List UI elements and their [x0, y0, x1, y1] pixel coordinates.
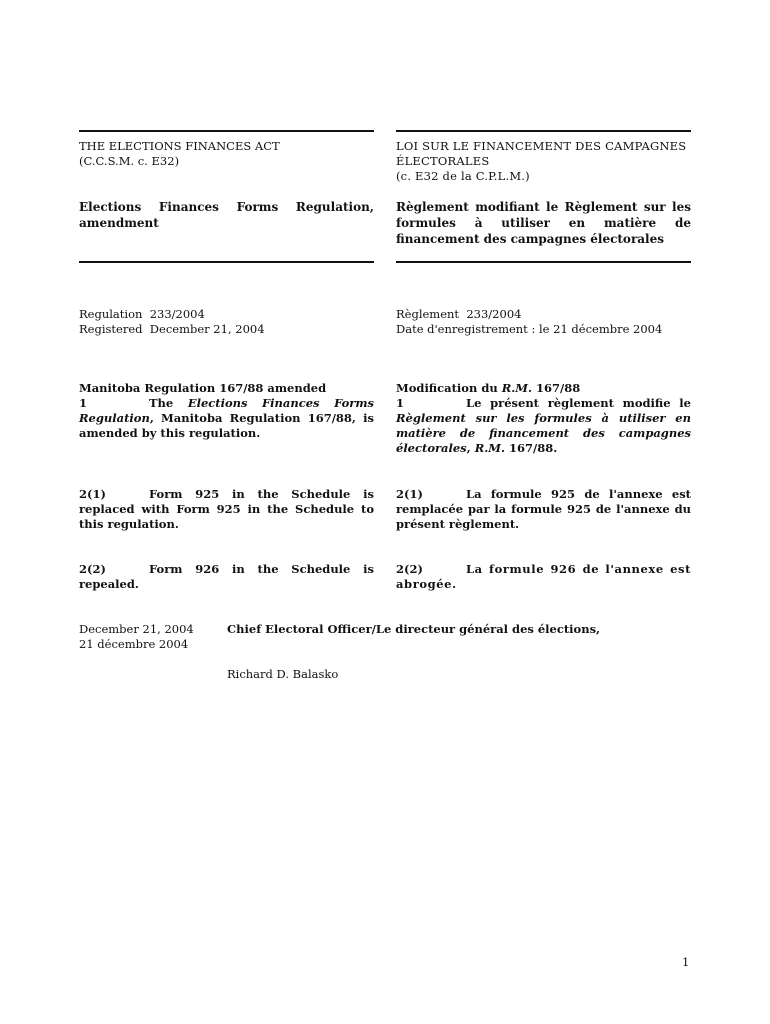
regulation-title-en-line2: amendment	[79, 216, 159, 230]
section-2-2-number-en: 2(2)	[79, 562, 106, 576]
section-1-heading-fr-post: 167/88	[532, 381, 581, 395]
section-2-1-number-en: 2(1)	[79, 487, 106, 501]
section-2-2-text-fr: La formule 926 de l'annexe est abrogée.	[396, 562, 691, 591]
signatory-title: Chief Electoral Officer/Le directeur général des élections,	[227, 622, 601, 636]
top-rule-right	[396, 130, 691, 132]
title-rule-left	[79, 261, 374, 263]
signature-dates	[79, 622, 219, 652]
section-1-heading-fr-italic: R.M.	[501, 381, 533, 395]
section-2-1-text-en: Form 925 in the Schedule is replaced with Form 925 in the Schedule to this regulation.	[79, 487, 374, 531]
registration-fr	[396, 307, 691, 337]
section-2-2-en	[79, 562, 374, 592]
section-2-2-text-en: Form 926 in the Schedule is repealed.	[79, 562, 374, 591]
act-title-fr-line2: ÉLECTORALES	[396, 154, 490, 168]
section-1-text-fr-end: 167/88.	[504, 441, 558, 455]
section-2-1-fr	[396, 487, 691, 532]
act-title-en: THE ELECTIONS FINANCES ACT	[79, 139, 280, 153]
title-rule-right	[396, 261, 691, 263]
section-1-text-fr-post: ,	[466, 441, 475, 455]
act-citation-en: (C.C.S.M. c. E32)	[79, 154, 180, 168]
regulation-title-fr: Règlement modifiant le Règlement sur les formules à utiliser en matière de financement des campagnes électorales	[396, 200, 691, 246]
section-2-1-en	[79, 487, 374, 532]
regulation-number-fr: Règlement 233/2004	[396, 307, 522, 321]
section-1-text-fr-pre: Le présent règlement modifie le	[466, 396, 691, 410]
section-1-number-fr: 1	[396, 396, 405, 410]
section-1-heading-en: Manitoba Regulation 167/88 amended	[79, 381, 327, 395]
section-1-fr	[396, 381, 691, 456]
act-citation-fr: (c. E32 de la C.P.L.M.)	[396, 169, 530, 183]
regulation-number-en: Regulation 233/2004	[79, 307, 205, 321]
signatory-name: Richard D. Balasko	[227, 667, 339, 681]
registered-date-fr: Date d'enregistrement : le 21 décembre 2004	[396, 322, 663, 336]
section-2-2-number-fr: 2(2)	[396, 562, 423, 576]
section-2-2-fr	[396, 562, 691, 592]
section-2-1-text-fr: La formule 925 de l'annexe est remplacée par la formule 925 de l'annexe du présent règlement.	[396, 487, 691, 531]
section-1-rm-fr: R.M.	[474, 441, 505, 455]
registered-date-en: Registered December 21, 2004	[79, 322, 265, 336]
signature-date-en: December 21, 2004	[79, 622, 194, 636]
section-1-text-en-post: , Manitoba Regulation 167/88, is amended by this regulation.	[79, 411, 374, 440]
section-1-regulation-name-fr: Règlement sur les formules à utiliser en matière de financement des campagnes électorales	[396, 411, 691, 455]
section-1-body-en	[79, 396, 374, 441]
section-1-regulation-name-en: Elections Finances Forms Regulation	[79, 396, 374, 425]
act-header-fr	[396, 139, 691, 184]
section-1-text-en-pre: The	[149, 396, 188, 410]
regulation-title-en	[79, 199, 374, 231]
section-1-heading-fr	[396, 381, 691, 396]
signature-date-fr: 21 décembre 2004	[79, 637, 189, 651]
section-1-en	[79, 381, 374, 441]
top-rule-left	[79, 130, 374, 132]
section-1-heading-fr-pre: Modification du	[396, 381, 502, 395]
section-2-1-number-fr: 2(1)	[396, 487, 423, 501]
act-header-en	[79, 139, 374, 169]
regulation-title-en-line1: Elections Finances Forms Regulation,	[79, 200, 374, 214]
page-number: 1	[682, 955, 690, 969]
section-1-body-fr	[396, 396, 691, 456]
section-1-number-en: 1	[79, 396, 88, 410]
act-title-fr-line1: LOI SUR LE FINANCEMENT DES CAMPAGNES	[396, 139, 687, 153]
registration-en	[79, 307, 374, 337]
